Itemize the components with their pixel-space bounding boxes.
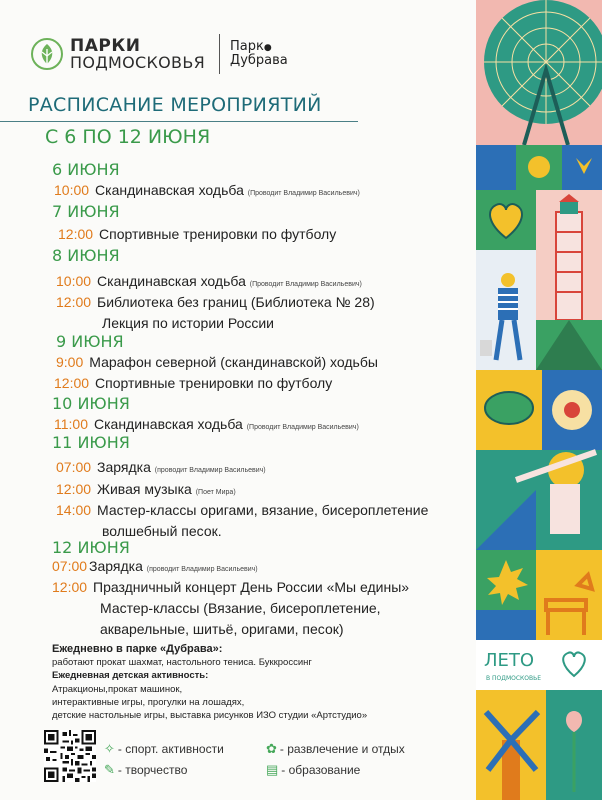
event-row: [58, 226, 336, 242]
logo-line2: ПОДМОСКОВЬЯ: [70, 52, 206, 72]
page-title: РАСПИСАНИЕ МЕРОПРИЯТИЙ: [28, 94, 322, 116]
park-line2: Дубрава: [230, 53, 288, 68]
event-note: (проводит Владимир Васильевич): [146, 566, 258, 573]
day-heading: 11 ИЮНЯ: [52, 433, 130, 452]
event-time: 11:00: [54, 416, 88, 432]
event-text: акварельные, шитьё, оригами, песок): [100, 621, 344, 637]
kids-line: детские настольные игры, выставка рисунков ИЗО студии «Артстудио»: [52, 710, 368, 721]
summer-badge-text: ЛЕТО: [484, 650, 535, 671]
legend-label: - развлечение и отдых: [279, 742, 405, 756]
day-heading: 12 ИЮНЯ: [52, 538, 130, 557]
legend-education: [266, 762, 360, 778]
daily-title: Ежедневно в парке «Дубрава»:: [52, 643, 223, 655]
kids-line: Атракционы,прокат машинок,: [52, 684, 183, 695]
kids-line: интерактивные игры, прогулки на лошадях,: [52, 697, 245, 708]
creativity-icon: ✎: [104, 762, 115, 777]
event-text: Живая музыка: [97, 481, 192, 497]
event-row: [52, 558, 258, 574]
day-heading: 7 ИЮНЯ: [52, 202, 120, 221]
event-text: волшебный песок.: [102, 523, 222, 539]
event-row: [56, 294, 375, 310]
legend-entertainment: [266, 741, 405, 757]
schedule-period: С 6 ПО 12 ИЮНЯ: [45, 126, 211, 148]
event-row: [56, 502, 428, 518]
day-heading: 9 ИЮНЯ: [56, 332, 124, 351]
event-note: (проводит Владимир Васильевич): [154, 467, 266, 474]
event-time: 12:00: [52, 579, 88, 595]
event-time: 07:00: [56, 459, 92, 475]
event-text: Лекция по истории России: [102, 315, 274, 331]
event-text: Мастер-классы (Вязание, бисероплетение,: [100, 600, 381, 616]
event-time: 9:00: [56, 354, 84, 370]
event-time: 10:00: [54, 182, 90, 198]
event-note: (Проводит Владимир Васильевич): [247, 190, 360, 197]
parks-logo-text: [70, 35, 206, 72]
event-text: Скандинавская ходьба: [95, 182, 244, 198]
qr-code[interactable]: [44, 730, 96, 782]
event-text: Зарядка: [97, 459, 151, 475]
decorative-art-column: [476, 0, 602, 800]
event-note: (Поет Мира): [195, 489, 236, 496]
event-text: Мастер-классы оригами, вязание, бисероплетение: [97, 502, 429, 518]
daily-text: работают прокат шахмат, настольного тениса. Буккроссинг: [52, 657, 312, 668]
event-note: (Проводит Владимир Васильевич): [249, 281, 362, 288]
legend-label: - образование: [281, 763, 361, 777]
education-icon: ▤: [266, 762, 279, 777]
legend-sport: [104, 741, 224, 757]
day-heading: 10 ИЮНЯ: [52, 394, 130, 413]
kids-title: Ежедневная детская активность:: [52, 670, 209, 681]
title-divider: [0, 121, 358, 122]
event-text: Библиотека без границ (Библиотека № 28): [97, 294, 375, 310]
event-text: Марафон северной (скандинавской) ходьбы: [89, 354, 378, 370]
event-time: 12:00: [56, 481, 92, 497]
event-time: 10:00: [56, 273, 92, 289]
event-text: Зарядка: [89, 558, 143, 574]
event-note: (Проводит Владимир Васильевич): [246, 424, 359, 431]
event-row: [100, 600, 381, 616]
event-row: [56, 273, 362, 289]
event-time: 12:00: [54, 375, 90, 391]
event-row: [56, 481, 236, 497]
event-text: Скандинавская ходьба: [94, 416, 243, 432]
header-logo: [30, 34, 288, 74]
legend-creativity: [104, 762, 187, 778]
event-row: [54, 416, 359, 432]
event-text: Спортивные тренировки по футболу: [95, 375, 333, 391]
event-row: [52, 579, 409, 595]
day-heading: 6 ИЮНЯ: [52, 160, 120, 179]
event-time: 14:00: [56, 502, 92, 518]
legend-label: - спорт. активности: [117, 742, 224, 756]
event-time: 07:00: [52, 558, 88, 574]
event-text: Праздничный концерт День России «Мы едины»: [93, 579, 410, 595]
logo-divider: [219, 34, 220, 74]
event-row: [100, 621, 344, 637]
sport-icon: ✧: [104, 741, 115, 756]
event-time: 12:00: [56, 294, 92, 310]
logo-line1: ПАРКИ: [70, 35, 141, 56]
event-row: [56, 459, 266, 475]
entertainment-icon: ✿: [266, 741, 277, 756]
park-line1: Парк: [230, 39, 264, 55]
event-text: Спортивные тренировки по футболу: [99, 226, 337, 242]
legend-label: - творчество: [117, 763, 188, 777]
event-text: Скандинавская ходьба: [97, 273, 246, 289]
event-row: [56, 354, 378, 370]
event-row: [54, 375, 332, 391]
park-dubrava-logo: [230, 40, 288, 67]
event-row: [102, 523, 222, 539]
event-row: [54, 182, 360, 198]
leaf-icon: ●: [263, 43, 272, 54]
summer-badge-sub: В ПОДМОСКОВЬЕ: [486, 675, 542, 682]
day-heading: 8 ИЮНЯ: [52, 246, 120, 265]
parks-leaf-icon: [30, 37, 64, 71]
event-row: [102, 315, 274, 331]
event-time: 12:00: [58, 226, 94, 242]
